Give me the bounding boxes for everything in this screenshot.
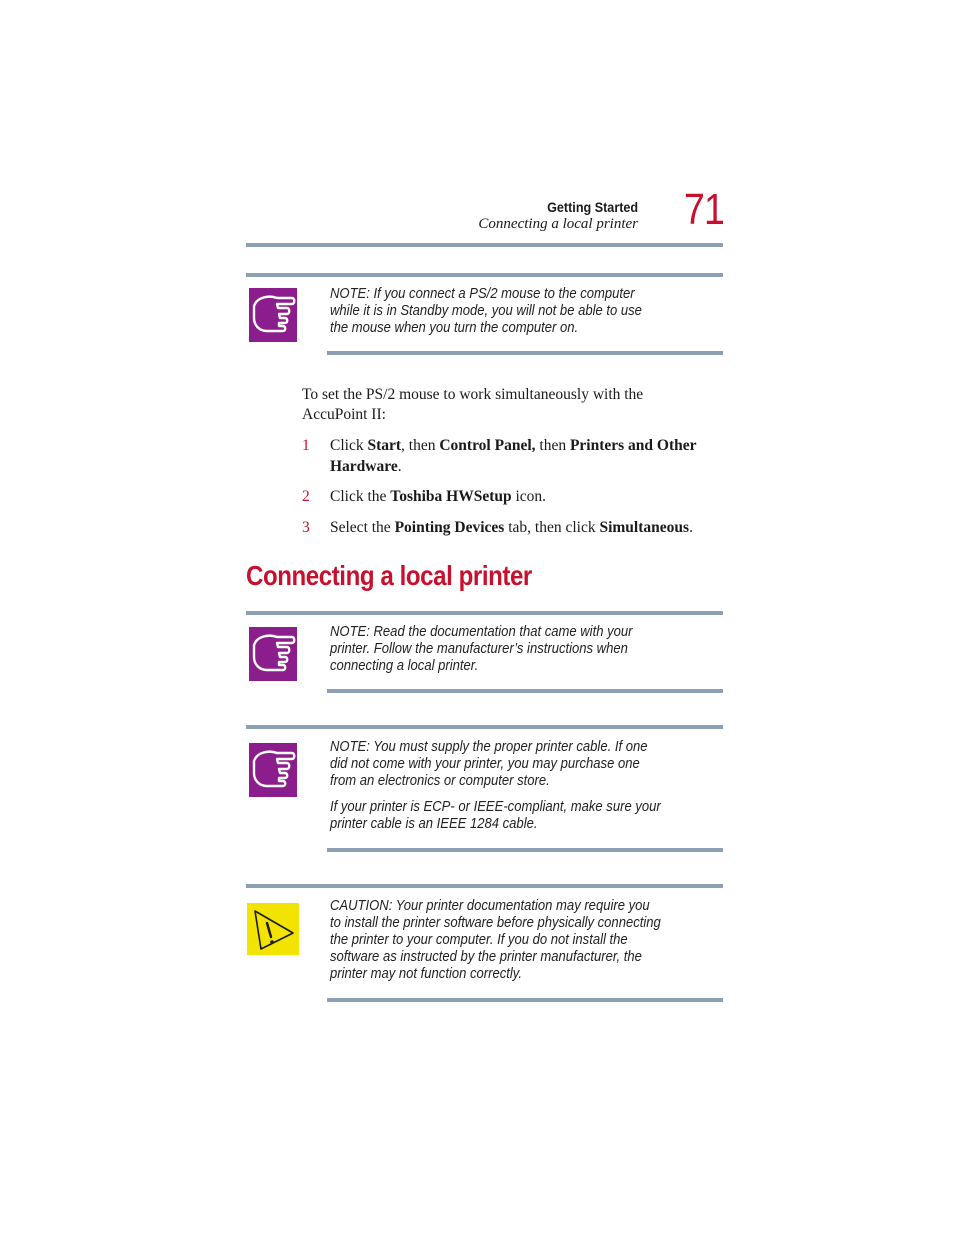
step-ui-term: Start: [367, 437, 402, 454]
step-text: [330, 435, 722, 477]
pointing-hand-icon: [249, 627, 297, 681]
step-text-run: Click: [330, 437, 368, 454]
step-text-run: Click the: [330, 488, 391, 505]
note-3-text: [330, 739, 663, 833]
step-text-run: tab, then click: [504, 519, 600, 536]
step-number: 3: [302, 519, 310, 536]
page-number: 71: [684, 185, 724, 234]
header-section-title: Getting Started: [546, 199, 638, 215]
note-3-bottom-rule: [327, 848, 723, 852]
step-number: 2: [302, 488, 310, 505]
step-text-run: icon.: [511, 488, 547, 505]
note-1-paragraph: NOTE: If you connect a PS/2 mouse to the computer while it is in Standby mode, you will not be able to use the mouse when you turn the computer on.: [330, 286, 642, 336]
note-1-text: [330, 286, 663, 337]
step-number: 1: [302, 437, 310, 454]
step-text-run: .: [397, 458, 402, 475]
step-ui-term: Printers and Other Hardware: [330, 437, 697, 475]
note-2-paragraph: NOTE: Read the documentation that came with your printer. Follow the manufacturer’s instructions when connecting a local printer.: [330, 624, 633, 674]
step-ui-term: Pointing Devices: [394, 519, 505, 536]
step-text: [330, 517, 722, 538]
step-ui-term: Toshiba HWSetup: [390, 488, 512, 505]
step-text-run: then: [535, 437, 570, 454]
caution-bottom-rule: [327, 998, 723, 1002]
caution-warning-icon: [247, 903, 299, 955]
step-ui-term: Simultaneous: [599, 519, 690, 536]
note-1-top-rule: [246, 273, 723, 277]
note-3-top-rule: [246, 725, 723, 729]
note-2-bottom-rule: [327, 689, 723, 693]
step-text: [330, 486, 722, 507]
caution-top-rule: [246, 884, 723, 888]
step-3: [302, 517, 722, 539]
step-ui-term: Control Panel,: [439, 437, 536, 454]
step-1: [302, 435, 722, 479]
pointing-hand-icon: [249, 288, 297, 342]
intro-paragraph: To set the PS/2 mouse to work simultaneously with the AccuPoint II:: [302, 386, 644, 423]
note-2-text: [330, 624, 663, 675]
step-text-run: , then: [401, 437, 440, 454]
step-2: [302, 486, 722, 508]
note-3-paragraph-2: If your printer is ECP- or IEEE-compliant, make sure your printer cable is an IEEE 1284 cable.: [330, 799, 661, 832]
note-3-paragraph-1: NOTE: You must supply the proper printer cable. If one did not come with your printer, you may purchase one from an electronics or computer store.: [330, 739, 648, 789]
caution-text: CAUTION: Your printer documentation may require you to install the printer software before physically connecting the printer to your computer. If you do not install the software as instructed by the printer manufacturer, the printer may not function correctly.: [330, 898, 661, 982]
header-subsection-title: Connecting a local printer: [478, 216, 638, 232]
section-heading: Connecting a local printer: [246, 560, 532, 591]
header-rule: [246, 243, 723, 247]
note-2-top-rule: [246, 611, 723, 615]
step-text-run: Select the: [330, 519, 395, 536]
note-1-bottom-rule: [327, 351, 723, 355]
step-text-run: .: [689, 519, 693, 536]
pointing-hand-icon: [249, 743, 297, 797]
